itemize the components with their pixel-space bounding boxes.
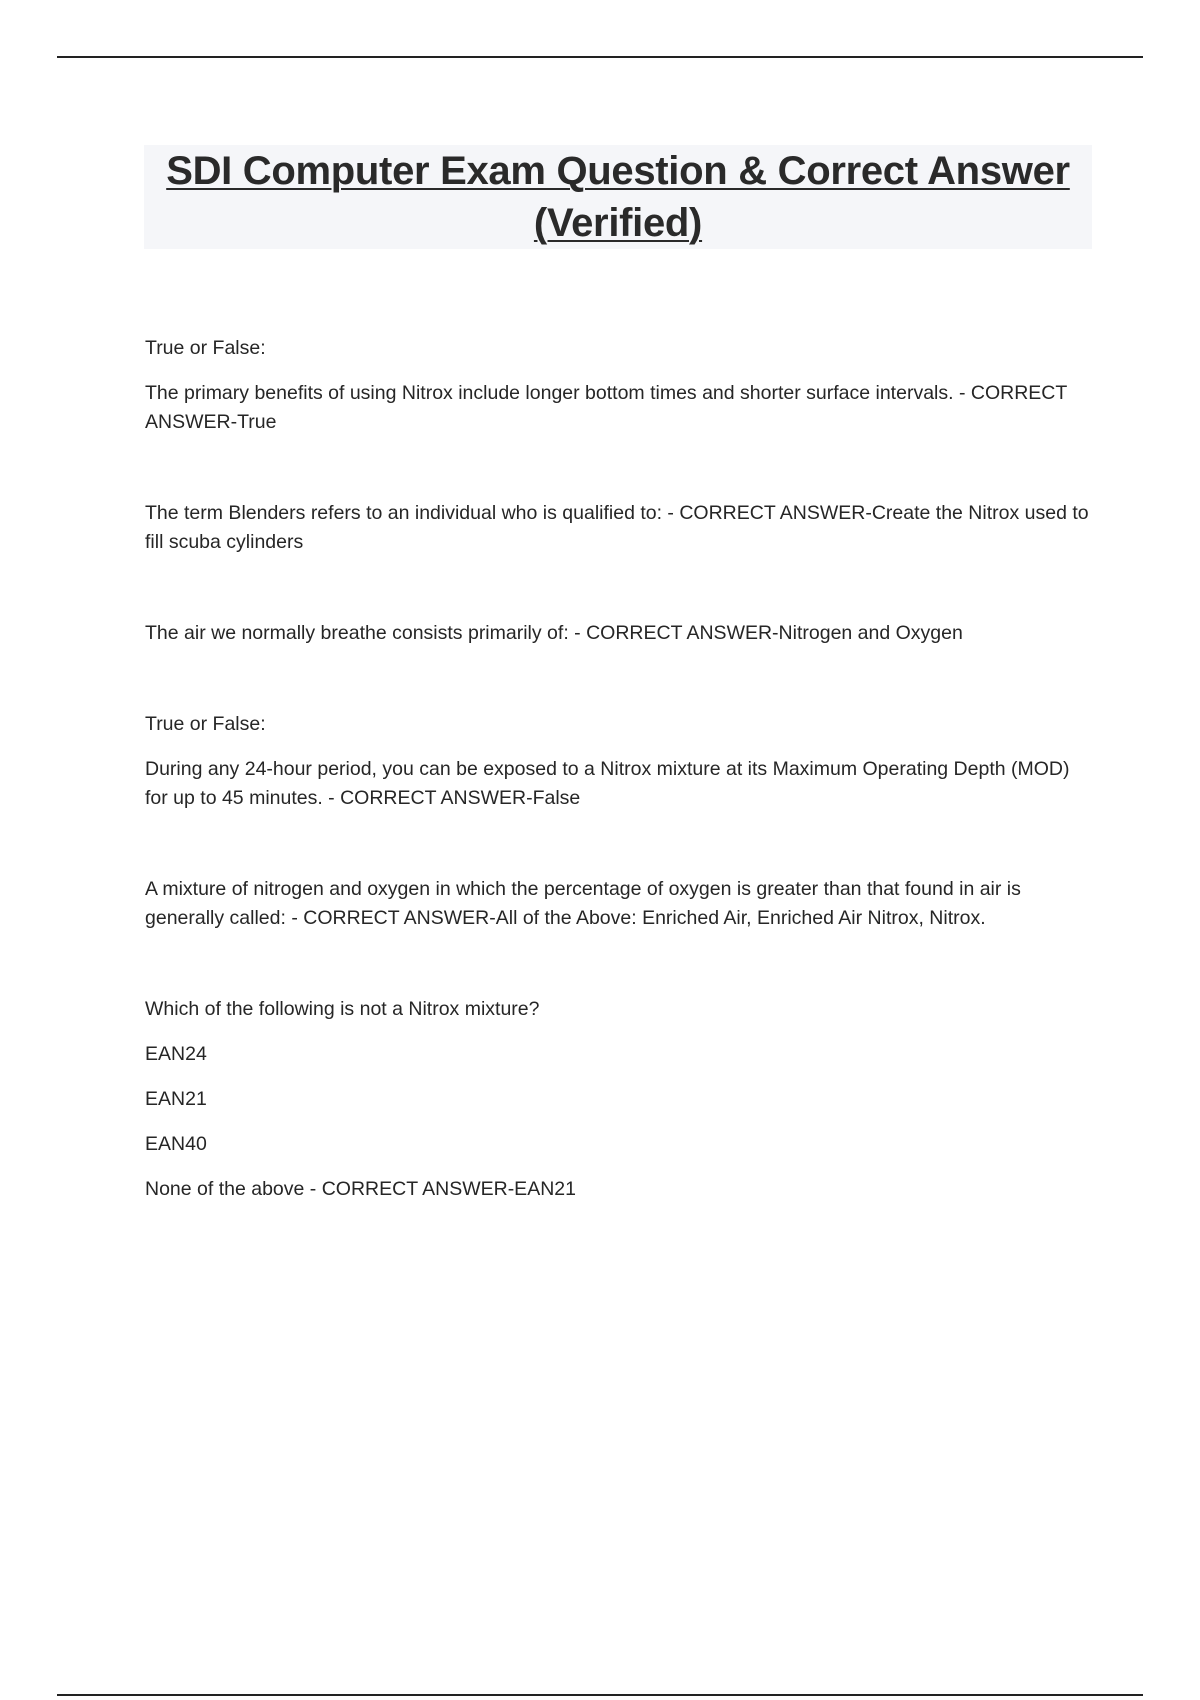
question-6	[145, 995, 1095, 1204]
question-text: A mixture of nitrogen and oxygen in which the percentage of oxygen is greater than that found in air is generally called: - CORRECT ANSWER-All of the Above: Enriched Air, Enriched Air Nitrox, Nitrox.	[145, 878, 1021, 929]
question-2	[145, 499, 1095, 557]
question-prefix: True or False:	[145, 337, 266, 359]
option-item: EAN21	[145, 1088, 207, 1110]
answer-line: None of the above - CORRECT ANSWER-EAN21	[145, 1178, 576, 1200]
question-text: The primary benefits of using Nitrox include longer bottom times and shorter surface intervals. - CORRECT ANSWER-True	[145, 382, 1067, 433]
option-item: EAN40	[145, 1133, 207, 1155]
question-5	[145, 875, 1095, 933]
question-prefix: True or False:	[145, 713, 266, 735]
question-text: Which of the following is not a Nitrox mixture?	[145, 998, 540, 1020]
top-divider	[57, 56, 1143, 58]
question-1	[145, 334, 1095, 437]
question-text: The term Blenders refers to an individual who is qualified to: - CORRECT ANSWER-Create the Nitrox used to fill scuba cylinders	[145, 502, 1089, 553]
document-body	[145, 334, 1095, 1204]
question-4	[145, 710, 1095, 813]
bottom-divider	[57, 1694, 1143, 1696]
option-item: EAN24	[145, 1043, 207, 1065]
question-3	[145, 619, 1095, 648]
title-banner	[144, 145, 1092, 249]
question-text: During any 24-hour period, you can be exposed to a Nitrox mixture at its Maximum Operating Depth (MOD) for up to 45 minutes. - CORRECT ANSWER-False	[145, 758, 1070, 809]
question-text: The air we normally breathe consists primarily of: - CORRECT ANSWER-Nitrogen and Oxygen	[145, 622, 963, 644]
document-title: SDI Computer Exam Question & Correct Answer (Verified)	[166, 149, 1070, 245]
